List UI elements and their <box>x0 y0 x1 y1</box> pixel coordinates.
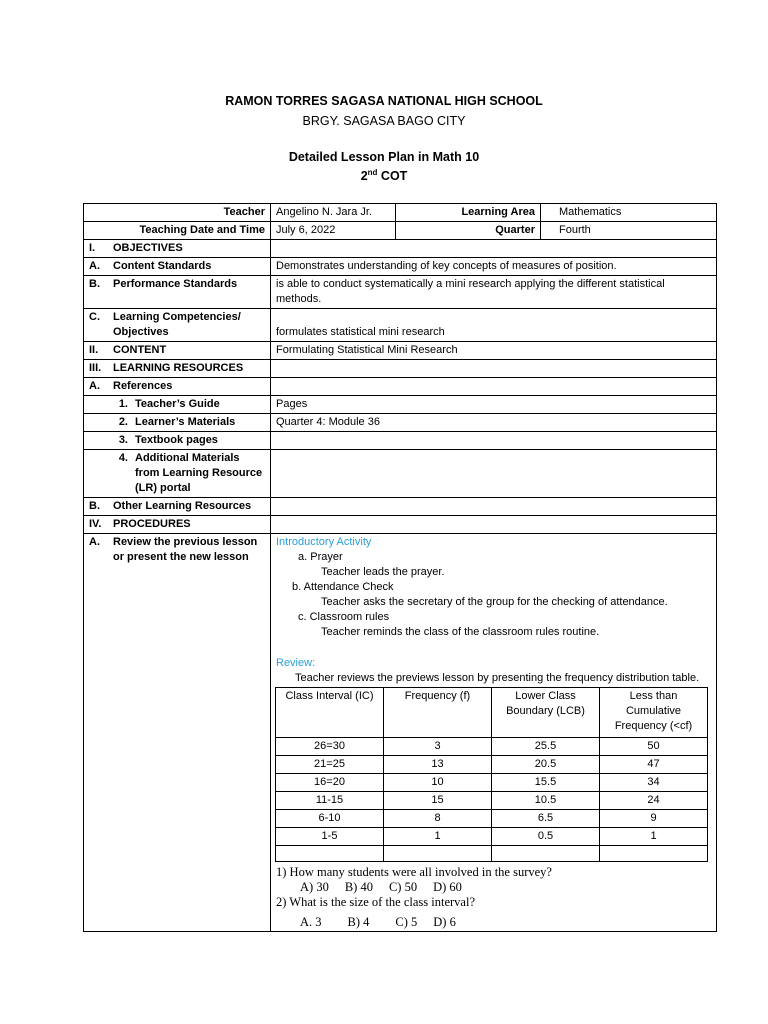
table-cell: 26=30 <box>276 738 384 756</box>
learning-area-value: Mathematics <box>541 204 717 222</box>
cot-number: 2 <box>360 169 368 184</box>
textbook-pages-text: Textbook pages <box>135 434 218 446</box>
learning-resources-text: LEARNING RESOURCES <box>113 362 244 374</box>
question-1-options <box>276 880 711 895</box>
table-cell: 10.5 <box>492 792 600 810</box>
objectives-value <box>271 240 717 258</box>
review-lesson-line2: or present the new lesson <box>113 551 249 563</box>
additional-materials-label <box>84 450 271 498</box>
procedures-value <box>271 516 717 534</box>
references-text: References <box>113 380 173 392</box>
table-cell: 16=20 <box>276 774 384 792</box>
cot-suffix: nd <box>367 168 378 177</box>
learners-materials-value: Quarter 4: Module 36 <box>271 414 717 432</box>
table-cell: 9 <box>600 810 708 828</box>
competencies-num: C. <box>89 311 100 323</box>
cot-title <box>0 168 768 183</box>
additional-materials-num: 4. <box>118 452 128 464</box>
review-lesson-num: A. <box>89 536 100 548</box>
additional-materials-value <box>271 450 717 498</box>
learners-materials-num: 2. <box>118 416 128 428</box>
table-row <box>276 828 708 846</box>
objectives-heading <box>84 240 271 258</box>
content-label <box>84 342 271 360</box>
review-lesson-label <box>84 534 271 932</box>
table-row <box>276 756 708 774</box>
objectives-num: I. <box>89 242 96 254</box>
date-label: Teaching Date and Time <box>84 222 271 240</box>
attendance-description: Teacher asks the secretary of the group for the checking of attendance. <box>321 596 668 608</box>
introductory-activity-heading: Introductory Activity <box>276 536 372 548</box>
procedures-text: PROCEDURES <box>113 518 191 530</box>
table-cell: 6-10 <box>276 810 384 828</box>
other-resources-text: Other Learning Resources <box>113 500 252 512</box>
q1-option-b: B) 40 <box>344 880 373 894</box>
performance-standards-value: is able to conduct systematically a mini research applying the different statistical methods. <box>271 276 717 309</box>
additional-materials-line1: Additional Materials <box>135 452 240 464</box>
procedures-label <box>84 516 271 534</box>
additional-materials-line3: (LR) portal <box>135 482 191 494</box>
teachers-guide-num: 1. <box>118 398 128 410</box>
table-cell <box>276 846 384 862</box>
teachers-guide-text: Teacher’s Guide <box>135 398 220 410</box>
objectives-label: OBJECTIVES <box>113 242 183 254</box>
performance-standards-label <box>84 276 271 309</box>
table-cell: 15.5 <box>492 774 600 792</box>
procedures-num: IV. <box>89 518 102 530</box>
table-row <box>276 738 708 756</box>
question-2: 2) What is the size of the class interval? <box>276 895 476 909</box>
table-cell: 47 <box>600 756 708 774</box>
q2-option-a: A. 3 <box>300 915 322 929</box>
teachers-guide-value: Pages <box>271 396 717 414</box>
content-standards-label <box>84 258 271 276</box>
references-value <box>271 378 717 396</box>
learning-resources-value <box>271 360 717 378</box>
school-name: RAMON TORRES SAGASA NATIONAL HIGH SCHOOL <box>225 94 543 108</box>
prayer-item: a. Prayer <box>298 551 343 563</box>
table-cell: 10 <box>384 774 492 792</box>
table-cell: 20.5 <box>492 756 600 774</box>
performance-standards-text: Performance Standards <box>113 278 238 290</box>
teacher-value: Angelino N. Jara Jr. <box>271 204 396 222</box>
learning-area-label: Learning Area <box>396 204 541 222</box>
learning-resources-label <box>84 360 271 378</box>
question-2-options <box>276 915 711 930</box>
content-standards-num: A. <box>89 260 100 272</box>
review-description: Teacher reviews the previews lesson by presenting the frequency distribution table. <box>295 672 700 684</box>
competencies-line2: Objectives <box>113 326 169 338</box>
table-cell: 25.5 <box>492 738 600 756</box>
competencies-line1: Learning Competencies/ <box>113 311 241 323</box>
additional-materials-line2: from Learning Resource <box>135 467 263 479</box>
textbook-pages-value <box>271 432 717 450</box>
cot-text: COT <box>377 169 408 184</box>
learners-materials-text: Learner’s Materials <box>135 416 236 428</box>
textbook-pages-label <box>84 432 271 450</box>
prayer-description: Teacher leads the prayer. <box>321 566 445 578</box>
references-label <box>84 378 271 396</box>
references-num: A. <box>89 380 100 392</box>
content-num: II. <box>89 344 99 356</box>
attendance-item: b. Attendance Check <box>292 581 394 593</box>
table-cell: 1 <box>600 828 708 846</box>
rules-item: c. Classroom rules <box>298 611 390 623</box>
header-cumulative-frequency: Less than Cumulative Frequency (<cf) <box>600 688 708 738</box>
learners-materials-label <box>84 414 271 432</box>
q2-option-d: D) 6 <box>433 915 456 929</box>
table-cell: 1-5 <box>276 828 384 846</box>
table-row-empty <box>276 846 708 862</box>
table-cell: 24 <box>600 792 708 810</box>
review-lesson-line1: Review the previous lesson <box>113 536 258 548</box>
table-cell: 0.5 <box>492 828 600 846</box>
table-row <box>276 774 708 792</box>
content-standards-value: Demonstrates understanding of key concepts of measures of position. <box>271 258 717 276</box>
q2-option-b: B) 4 <box>347 915 370 929</box>
other-resources-value <box>271 498 717 516</box>
table-cell: 34 <box>600 774 708 792</box>
header-lower-class-boundary: Lower Class Boundary (LCB) <box>492 688 600 738</box>
header-class-interval: Class Interval (IC) <box>276 688 384 738</box>
questions-block <box>276 865 711 930</box>
table-cell: 15 <box>384 792 492 810</box>
table-cell: 1 <box>384 828 492 846</box>
table-cell: 6.5 <box>492 810 600 828</box>
review-heading: Review: <box>276 657 316 669</box>
plan-title: Detailed Lesson Plan in Math 10 <box>288 150 480 164</box>
header-frequency: Frequency (f) <box>384 688 492 738</box>
rules-description: Teacher reminds the class of the classroom rules routine. <box>321 626 600 638</box>
review-lesson-content <box>271 534 717 932</box>
other-resources-num: B. <box>89 500 100 512</box>
table-cell <box>600 846 708 862</box>
textbook-pages-num: 3. <box>118 434 128 446</box>
table-cell <box>384 846 492 862</box>
q1-option-c: C) 50 <box>388 880 418 894</box>
quarter-label: Quarter <box>396 222 541 240</box>
teachers-guide-label <box>84 396 271 414</box>
table-cell: 3 <box>384 738 492 756</box>
other-resources-label <box>84 498 271 516</box>
question-1: 1) How many students were all involved in the survey? <box>276 865 552 879</box>
table-row <box>276 810 708 828</box>
frequency-table <box>275 687 708 862</box>
date-value: July 6, 2022 <box>271 222 396 240</box>
lesson-plan-table <box>83 203 717 932</box>
frequency-table-header <box>276 688 708 738</box>
table-cell: 8 <box>384 810 492 828</box>
q1-option-a: A) 30 <box>300 880 329 894</box>
competencies-value: formulates statistical mini research <box>271 309 717 342</box>
quarter-value: Fourth <box>541 222 717 240</box>
content-text: CONTENT <box>113 344 167 356</box>
table-cell <box>492 846 600 862</box>
competencies-label <box>84 309 271 342</box>
table-cell: 11-15 <box>276 792 384 810</box>
table-cell: 50 <box>600 738 708 756</box>
performance-standards-num: B. <box>89 278 100 290</box>
learning-resources-num: III. <box>89 362 102 374</box>
table-cell: 21=25 <box>276 756 384 774</box>
table-row <box>276 792 708 810</box>
content-standards-text: Content Standards <box>113 260 212 272</box>
q2-option-c: C) 5 <box>395 915 418 929</box>
school-address: BRGY. SAGASA BAGO CITY <box>302 114 466 128</box>
q1-option-d: D) 60 <box>433 880 462 894</box>
content-value: Formulating Statistical Mini Research <box>271 342 717 360</box>
table-cell: 13 <box>384 756 492 774</box>
teacher-label: Teacher <box>84 204 271 222</box>
